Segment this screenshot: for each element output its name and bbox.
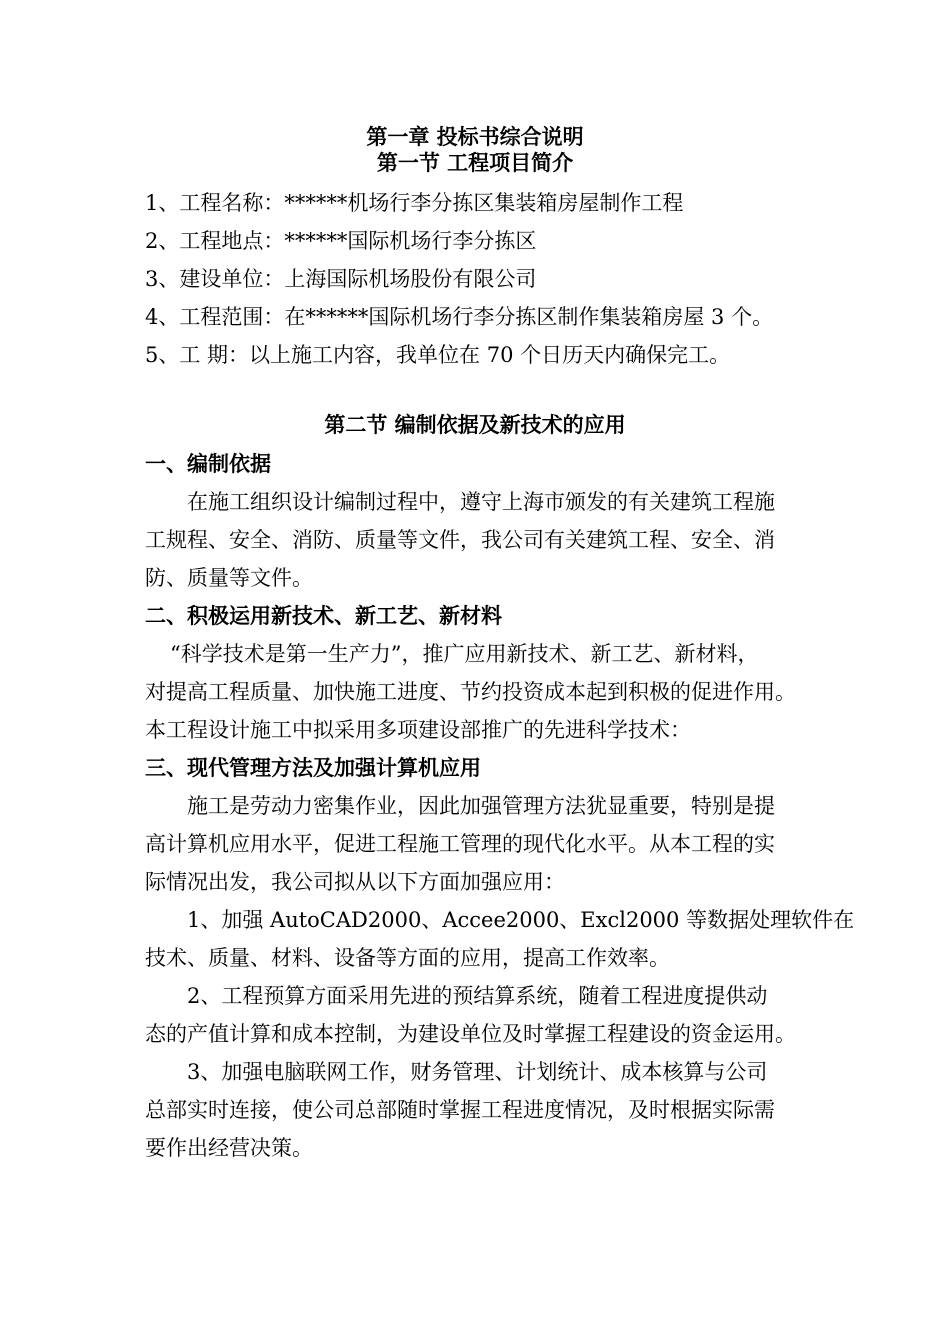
paragraph-line: 2、工程预算方面采用先进的预结算系统，随着工程进度提供动 bbox=[187, 984, 768, 1008]
chapter-title: 第一章 投标书综合说明 bbox=[366, 124, 584, 149]
paragraph-line: 1、加强 AutoCAD2000、Accee2000、Excl2000 等数据处理软件在 bbox=[187, 908, 855, 932]
project-duration: 5、工 期：以上施工内容，我单位在 70 个日历天内确保完工。 bbox=[145, 343, 731, 367]
paragraph-line: 3、加强电脑联网工作，财务管理、计划统计、成本核算与公司 bbox=[187, 1060, 768, 1084]
project-owner: 3、建设单位：上海国际机场股份有限公司 bbox=[145, 267, 537, 291]
paragraph-line: 高计算机应用水平，促进工程施工管理的现代化水平。从本工程的实 bbox=[145, 832, 775, 856]
project-location: 2、工程地点：******国际机场行李分拣区 bbox=[145, 229, 537, 253]
paragraph-line: 态的产值计算和成本控制，为建设单位及时掌握工程建设的资金运用。 bbox=[145, 1022, 796, 1046]
project-scope: 4、工程范围：在******国际机场行李分拣区制作集装箱房屋 3 个。 bbox=[145, 305, 774, 329]
section2-title: 第二节 编制依据及新技术的应用 bbox=[324, 412, 626, 437]
paragraph-line: 总部实时连接，使公司总部随时掌握工程进度情况，及时根据实际需 bbox=[145, 1098, 775, 1122]
heading-new-tech: 二、积极运用新技术、新工艺、新材料 bbox=[145, 603, 502, 628]
paragraph-line: 施工是劳动力密集作业，因此加强管理方法犹显重要，特别是提 bbox=[187, 794, 775, 818]
paragraph-line: 要作出经营决策。 bbox=[145, 1136, 313, 1160]
paragraph-line: 本工程设计施工中拟采用多项建设部推广的先进科学技术： bbox=[145, 718, 691, 742]
heading-management: 三、现代管理方法及加强计算机应用 bbox=[145, 755, 481, 780]
paragraph-line: 际情况出发，我公司拟从以下方面加强应用： bbox=[145, 870, 565, 894]
heading-basis: 一、编制依据 bbox=[145, 451, 271, 476]
section1-title: 第一节 工程项目简介 bbox=[376, 150, 574, 175]
paragraph-line: 在施工组织设计编制过程中，遵守上海市颁发的有关建筑工程施 bbox=[187, 490, 775, 514]
project-name: 1、工程名称：******机场行李分拣区集装箱房屋制作工程 bbox=[145, 191, 684, 215]
paragraph-line: 防、质量等文件。 bbox=[145, 566, 313, 590]
paragraph-line: 技术、质量、材料、设备等方面的应用，提高工作效率。 bbox=[145, 946, 670, 970]
paragraph-line: 工规程、安全、消防、质量等文件，我公司有关建筑工程、安全、消 bbox=[145, 528, 775, 552]
paragraph-line: “科学技术是第一生产力”，推广应用新技术、新工艺、新材料， bbox=[170, 642, 759, 666]
paragraph-line: 对提高工程质量、加快施工进度、节约投资成本起到积极的促进作用。 bbox=[145, 680, 796, 704]
